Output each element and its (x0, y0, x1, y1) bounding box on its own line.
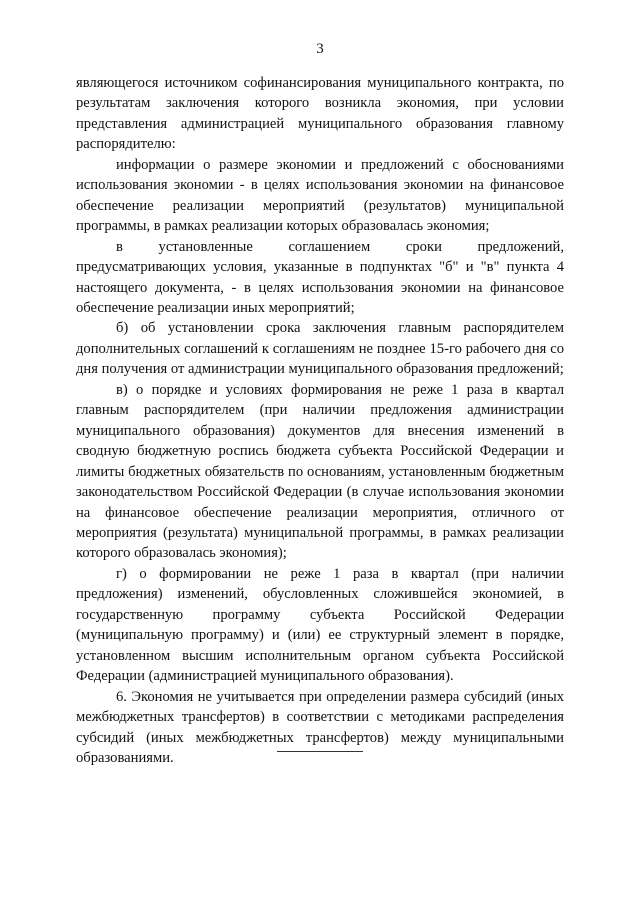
paragraph-continuation: являющегося источником софинансирования муниципального контракта, по результатам заключения которого возникла экономия, при условии представления администрацией муниципального образования главному распорядителю: (76, 75, 564, 153)
paragraph-item-6: 6. Экономия не учитывается при определении размера субсидий (иных межбюджетных трансфертов) в соответствии с методиками распределения субсидий (иных межбюджетных трансфертов) между муниципальными образованиями. (76, 688, 564, 766)
end-divider-line (277, 751, 363, 752)
page-number: 3 (316, 41, 324, 57)
paragraph-item-g: г) о формировании не реже 1 раза в квартал (при наличии предложения) изменений, обусловленных сложившейся экономией, в государственную программу субъекта Российской Федерации (муниципальную программу) и (или) ее структурный элемент в порядке, установленном высшим исполнительным органом субъекта Российской Федерации (администрацией муниципального образования). (76, 565, 564, 685)
paragraph-proposals-deadline: в установленные соглашением сроки предложений, предусматривающих условия, указанные в подпунктах "б" и "в" пункта 4 настоящего документа, - в целях использования экономии на финансовое обеспечение реализации иных мероприятий; (76, 238, 564, 316)
paragraph-item-b: б) об установлении срока заключения главным распорядителем дополнительных соглашений к соглашениям не позднее 15-го рабочего дня со дня получения от администрации муниципального образования предложений; (76, 320, 564, 378)
paragraph-savings-info: информации о размере экономии и предложений с обоснованиями использования экономии - в целях использования экономии на финансовое обеспечение реализации мероприятий (результатов) муниципальной программы, в рамках реализации которых образовалась экономия; (76, 156, 564, 235)
document-body (76, 73, 564, 768)
paragraph-item-v: в) о порядке и условиях формирования не реже 1 раза в квартал главным распорядителем (при наличии предложения администрации муниципального образования) документов для внесения изменений в сводную бюджетную роспись бюджета субъекта Российской Федерации и лимиты бюджетных обязательств по основаниям, установленным бюджетным законодательством Российской Федерации (в случае использования экономии на финансовое обеспечение реализации мероприятия, отличного от мероприятия (результата) муниципальной программы, в рамках реализации которого образовалась экономия); (76, 381, 564, 562)
